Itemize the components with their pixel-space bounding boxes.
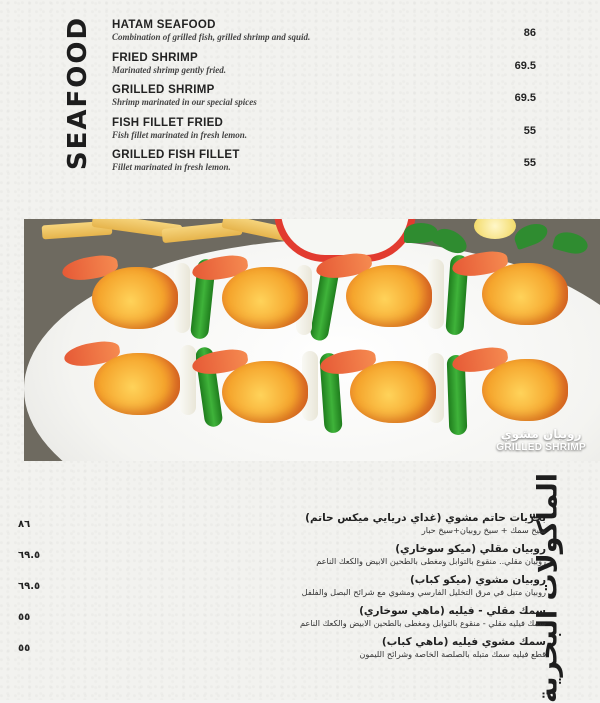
shrimp [212,259,312,331]
menu-item-description: Marinated shrimp gently fried. [112,64,227,75]
menu-item-name: FISH FILLET FRIED [112,116,224,129]
menu-item-name: FRIED SHRIMP [112,51,199,64]
menu-item-price: 69.5 [514,92,536,104]
section-title-seafood-en [38,15,118,171]
menu-item-description-ar: سيخ سمك + سيخ روبيان+سيخ حبار [421,525,546,535]
menu-item-description-ar: سمك فيليه مقلي - منقوع بالتوابل ومغطى بالطحين الابيض والكعك الناعم [299,618,546,628]
menu-item-ar [18,574,546,605]
shrimp [84,345,184,417]
menu-item-ar [18,543,546,574]
menu-item-description-ar: قطع فيليه سمك متبله بالصلصة الخاصة وشرائح الليمون [359,649,546,659]
menu-item [112,19,562,51]
menu-item-price: 69.5 [514,59,536,72]
fries [32,219,302,251]
menu-item-ar [18,605,546,636]
menu-item-description: Combination of grilled fish, grilled shrimp and squid. [112,32,311,42]
menu-item-name: HATAM SEAFOOD [112,19,216,31]
photo-caption [496,427,586,453]
menu-item-name: GRILLED SHRIMP [112,84,215,96]
menu-item [112,84,562,116]
menu-item-name: GRILLED FISH FILLET [112,149,240,161]
menu-item-description: Shrimp marinated in our special spices [112,97,257,107]
menu-item-name-ar: روبيان مقلي (ميكو سوخاري) [395,543,546,555]
menu-item-price-ar: ٥٥ [18,643,31,654]
shrimp [212,353,312,425]
section-title-text-ar: المأكولات البحرية [532,472,564,703]
menu-item-description: Fillet marinated in fresh lemon. [112,162,231,172]
menu-item-ar [18,636,546,667]
menu-item [112,117,562,149]
menu-item-name-ar: روبيان مشوي (ميكو كباب) [409,574,546,586]
english-menu-list [112,18,562,181]
shrimp [340,353,440,425]
menu-item [112,149,562,181]
menu-item-name-ar: سمك مقلي - فيليه (ماهي سوخاري) [359,605,546,617]
menu-item-description-ar: روبيان متبل في مرق التخليل الفارسي ومشوي مع شرائح البصل والفلفل [301,587,546,597]
shrimp [336,257,436,329]
section-title-text: SEAFOOD [63,15,93,171]
menu-item-price-ar: ٨٦ [18,519,31,530]
menu-item-price: 55 [523,124,536,137]
grilled-shrimp-photo [24,219,600,461]
menu-item-description-ar: روبيان مقلي.. منقوع بالتوابل ومغطى بالطحين الابيض والكعك الناعم [316,556,546,566]
menu-item-price-ar: ٦٩.٥ [18,550,41,561]
shrimp [82,259,182,331]
shrimp [472,351,572,423]
menu-item-name-ar: بحريات حاتم مشوي (غداي دريايي ميكس حاتم) [305,512,546,524]
arabic-menu-list [18,512,546,667]
menu-item-description: Fish fillet marinated in fresh lemon. [112,129,248,140]
menu-item-ar [18,512,546,543]
menu-item-price: 55 [523,157,536,169]
menu-item [112,52,562,84]
menu-item-price-ar: ٦٩.٥ [18,581,41,592]
photo-caption-arabic: روبيان مشوي [500,427,582,441]
menu-item-name-ar: سمك مشوي فيليه (ماهي كباب) [381,636,546,648]
photo-caption-english: GRILLED SHRIMP [496,442,586,453]
shrimp [472,255,572,327]
menu-item-price: 86 [523,27,536,39]
menu-item-price-ar: ٥٥ [18,612,31,623]
